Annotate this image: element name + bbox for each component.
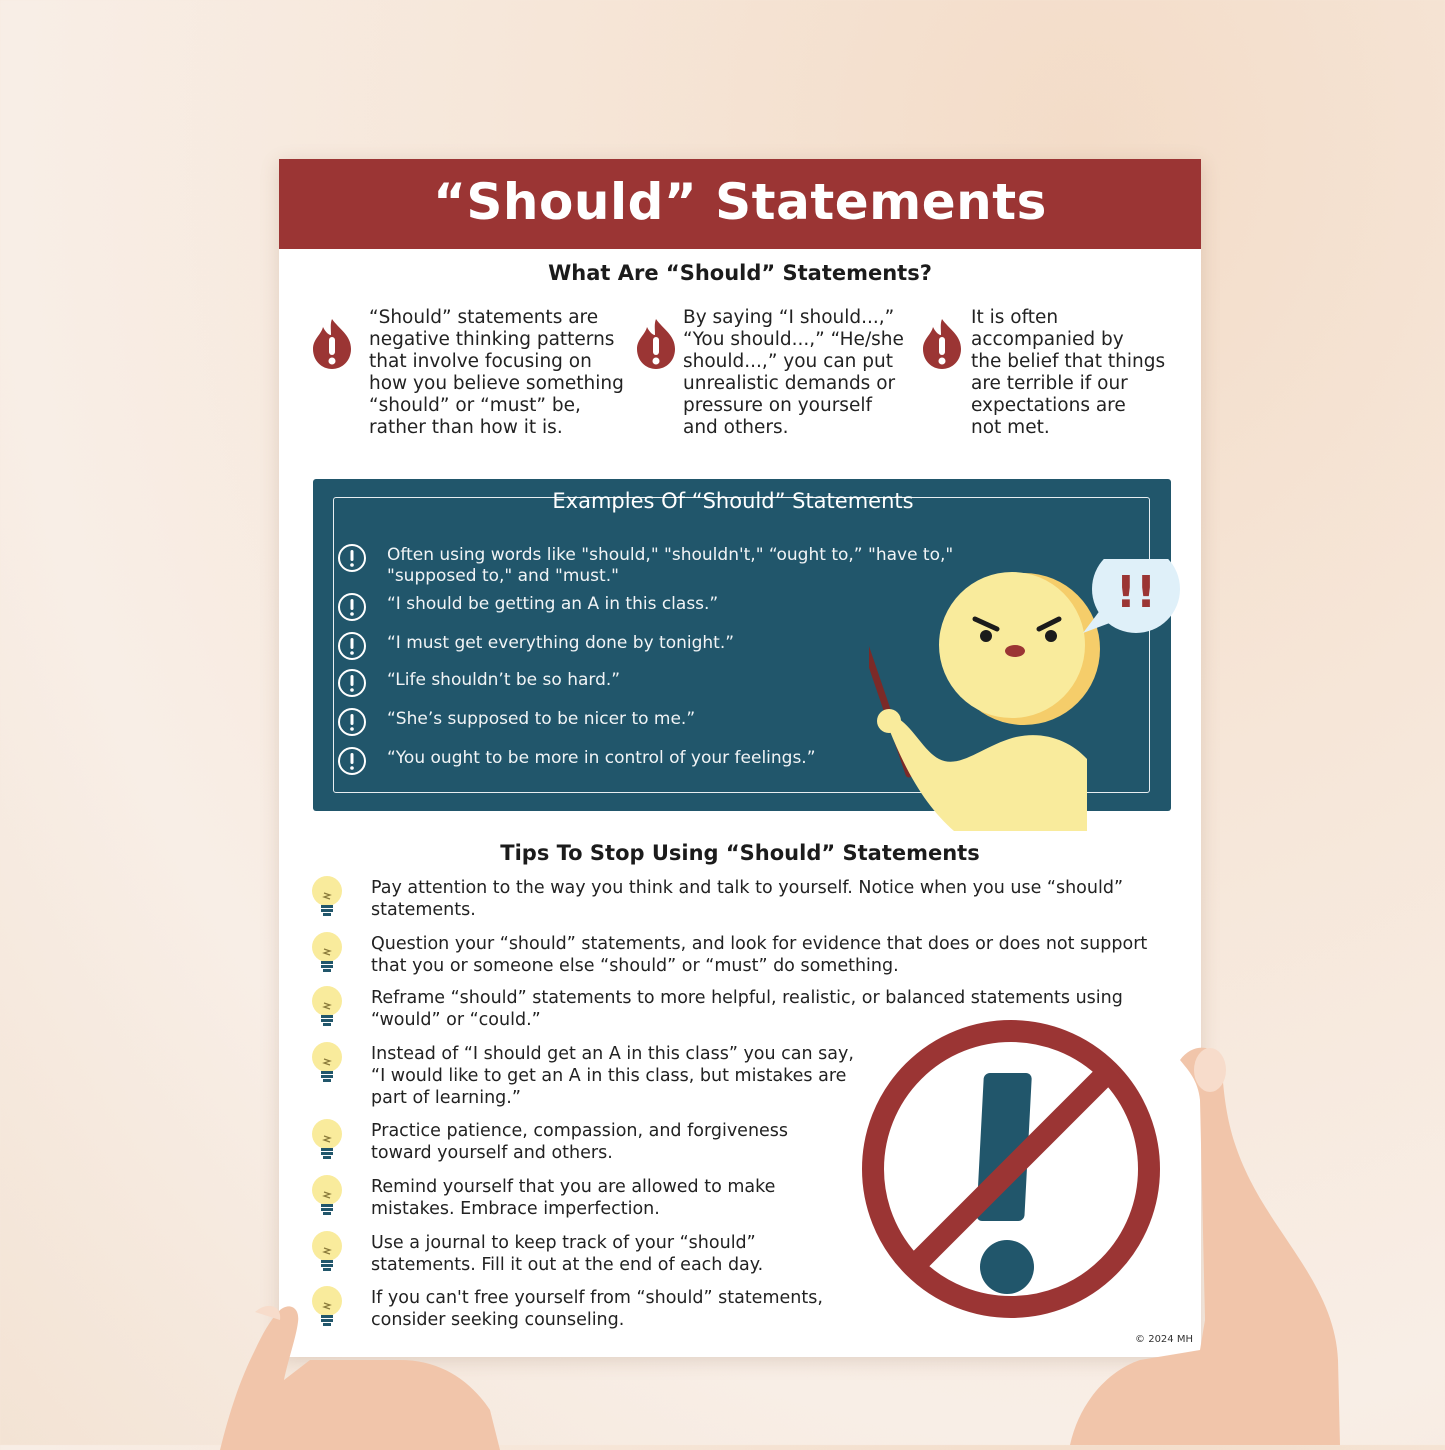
- title-banner: [279, 159, 1201, 249]
- left-hand-illustration: [200, 1290, 520, 1450]
- exclamation-circle-icon: [337, 746, 367, 776]
- lightbulb-icon: [309, 931, 345, 973]
- exclamation-circle-icon: [337, 543, 367, 573]
- tip-text: Instead of “I should get an A in this class” you can say, “I would like to get an A in this class, but mistakes are part of learning.”: [371, 1044, 854, 1108]
- tip-text: Practice patience, compassion, and forgiveness toward yourself and others.: [371, 1121, 789, 1163]
- angry-teacher-illustration: [869, 559, 1189, 839]
- exclamation-circle-icon: [337, 707, 367, 737]
- lightbulb-icon: [309, 1174, 345, 1216]
- page-title: “Should” Statements: [433, 173, 1047, 231]
- exclamation-circle-icon: [337, 668, 367, 698]
- tip-text: Question your “should” statements, and look for evidence that does or does not support that you or someone else “should” or “must” do something.: [371, 934, 1148, 976]
- what-column-2: [633, 305, 913, 438]
- tip-text: Remind yourself that you are allowed to make mistakes. Embrace imperfection.: [371, 1177, 776, 1219]
- exclamation-circle-icon: [337, 631, 367, 661]
- speech-bubble-text: !!: [1115, 567, 1157, 618]
- what-column-3: [919, 305, 1189, 438]
- lightbulb-icon: [309, 1118, 345, 1160]
- examples-heading: Examples Of “Should” Statements: [552, 489, 914, 513]
- tips-heading: Tips To Stop Using “Should” Statements: [500, 841, 980, 865]
- worksheet-page: [279, 159, 1201, 1357]
- example-text: “You ought to be more in control of your feelings.”: [387, 748, 816, 768]
- lightbulb-icon: [309, 985, 345, 1027]
- exclamation-circle-icon: [337, 592, 367, 622]
- tip-text: Use a journal to keep track of your “should” statements. Fill it out at the end of each day.: [371, 1233, 764, 1275]
- example-text: “I must get everything done by tonight.”: [387, 633, 735, 653]
- example-text: “I should be getting an A in this class.”: [387, 594, 719, 614]
- tip-text: Reframe “should” statements to more helpful, realistic, or balanced statements using “would” or “could.”: [371, 988, 1123, 1030]
- fire-warning-icon: [309, 315, 355, 371]
- what-heading: What Are “Should” Statements?: [548, 261, 932, 285]
- right-hand-illustration: [1070, 1040, 1350, 1445]
- what-column-1: [309, 305, 629, 438]
- lightbulb-icon: [309, 1230, 345, 1272]
- example-text: Often using words like "should," "shouldn't," “ought to,” "have to," "supposed to," and "must.": [387, 545, 954, 586]
- example-text: “She’s supposed to be nicer to me.”: [387, 709, 696, 729]
- fire-warning-icon: [633, 315, 679, 371]
- lightbulb-icon: [309, 875, 345, 917]
- what-column-text: It is often accompanied by the belief that things are terrible if our expectations are not met.: [971, 307, 1166, 438]
- what-column-text: By saying “I should...,” “You should...,” “He/she should...,” you can put unrealistic demands or pressure on yourself and others.: [683, 307, 904, 438]
- fire-warning-icon: [919, 315, 965, 371]
- example-text: “Life shouldn’t be so hard.”: [387, 670, 621, 690]
- tip-text: If you can't free yourself from “should” statements, consider seeking counseling.: [371, 1288, 823, 1330]
- copyright-text: © 2024 MH: [1135, 1334, 1193, 1345]
- tip-text: Pay attention to the way you think and talk to yourself. Notice when you use “should” statements.: [371, 878, 1124, 920]
- what-column-text: “Should” statements are negative thinking patterns that involve focusing on how you believe something “should” or “must” be, rather than how it is.: [369, 307, 624, 438]
- lightbulb-icon: [309, 1041, 345, 1083]
